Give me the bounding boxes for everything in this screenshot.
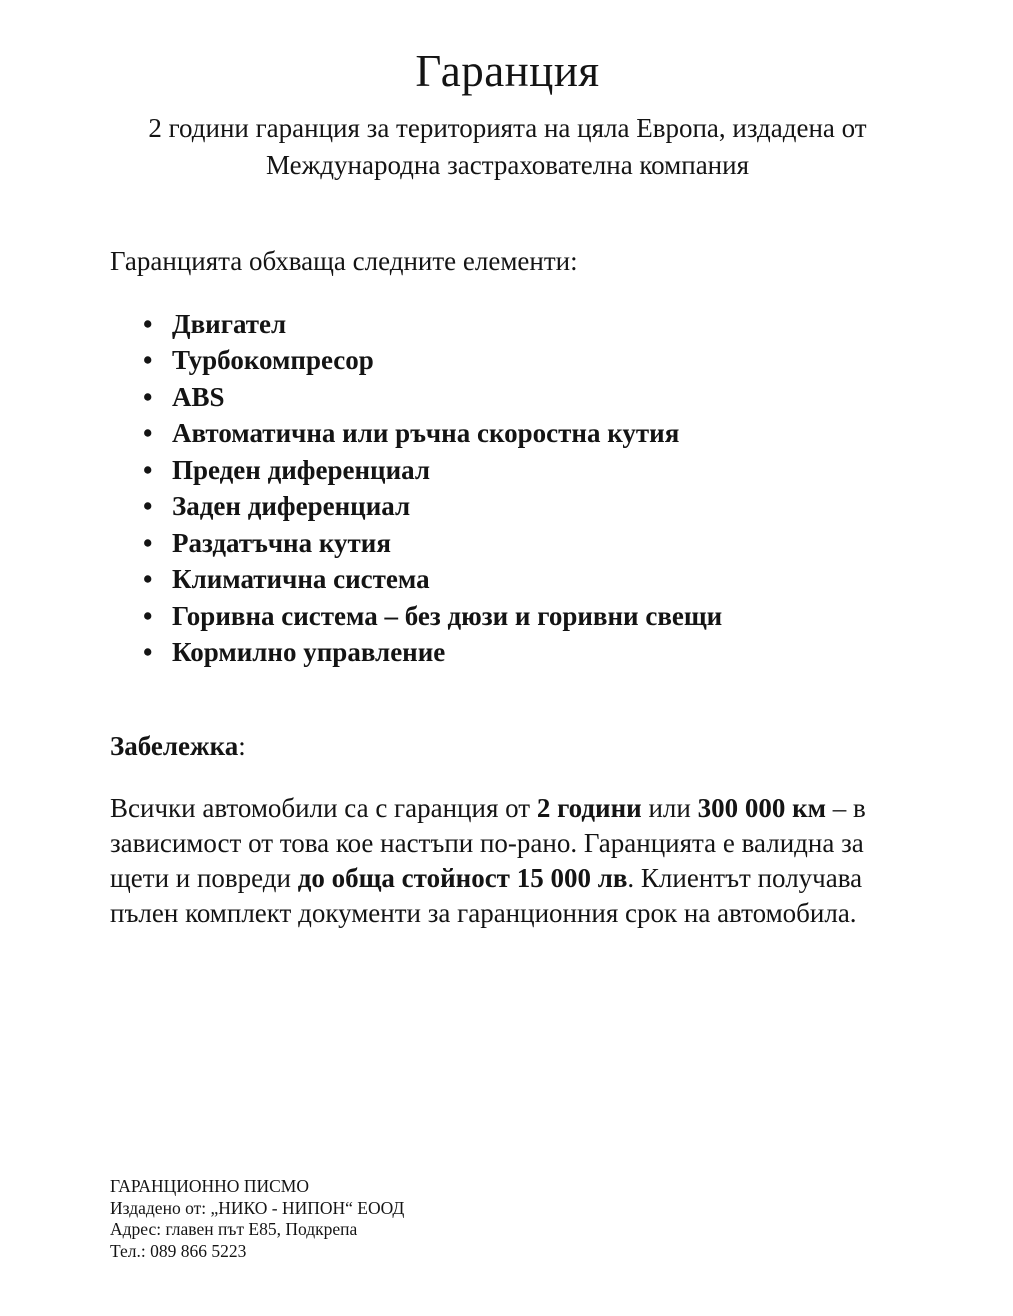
list-item: • Преден диференциал — [172, 452, 905, 489]
note-segment-bold: 300 000 км — [697, 792, 827, 823]
note-segment: Всички автомобили са с гаранция от — [110, 792, 537, 823]
footer-line-address: Адрес: главен път Е85, Подкрепа — [110, 1219, 358, 1239]
list-item: • Турбокомпресор — [172, 342, 905, 379]
note-heading — [110, 729, 905, 764]
list-item: • Автоматична или ръчна скоростна кутия — [172, 415, 905, 452]
note-segment: или — [641, 792, 698, 823]
footer-line-doc-type: ГАРАНЦИОННО ПИСМО — [110, 1176, 309, 1196]
list-item: • Горивна система – без дюзи и горивни свещи — [172, 598, 905, 635]
note-colon: : — [238, 730, 246, 761]
subtitle-line: Международна застрахователна компания — [265, 149, 749, 180]
subtitle-line: 2 години гаранция за територията на цяла Европа, издадена от — [148, 112, 867, 143]
footer-block — [110, 1176, 404, 1262]
coverage-list — [110, 306, 905, 671]
document-title: Гаранция — [415, 46, 600, 96]
note-label: Забележка — [110, 730, 239, 761]
note-paragraph — [110, 791, 908, 931]
note-segment-bold: до обща стойност 15 000 лв — [297, 862, 628, 893]
list-item: • Двигател — [172, 306, 905, 343]
document-subtitle — [110, 110, 905, 184]
note-segment: – в зависимост от това кое настъпи по-рано. Гаранцията е валидна за щети и повреди — [110, 792, 866, 893]
footer-line-phone: Тел.: 089 866 5223 — [110, 1240, 247, 1261]
coverage-intro: Гаранцията обхваща следните елементи: — [110, 245, 578, 276]
list-item: • Кормилно управление — [172, 634, 905, 671]
note-segment-bold: 2 години — [536, 792, 642, 823]
list-item: • Раздатъчна кутия — [172, 525, 905, 562]
footer-line-issuer: Издадено от: „НИКО - НИПОН“ ЕООД — [110, 1197, 405, 1218]
list-item: • ABS — [172, 379, 905, 416]
list-item: • Климатична система — [172, 561, 905, 598]
note-segment: . Клиентът получава пълен комплект документи за гаранционния срок на автомобила. — [110, 862, 863, 928]
list-item: • Заден диференциал — [172, 488, 905, 525]
